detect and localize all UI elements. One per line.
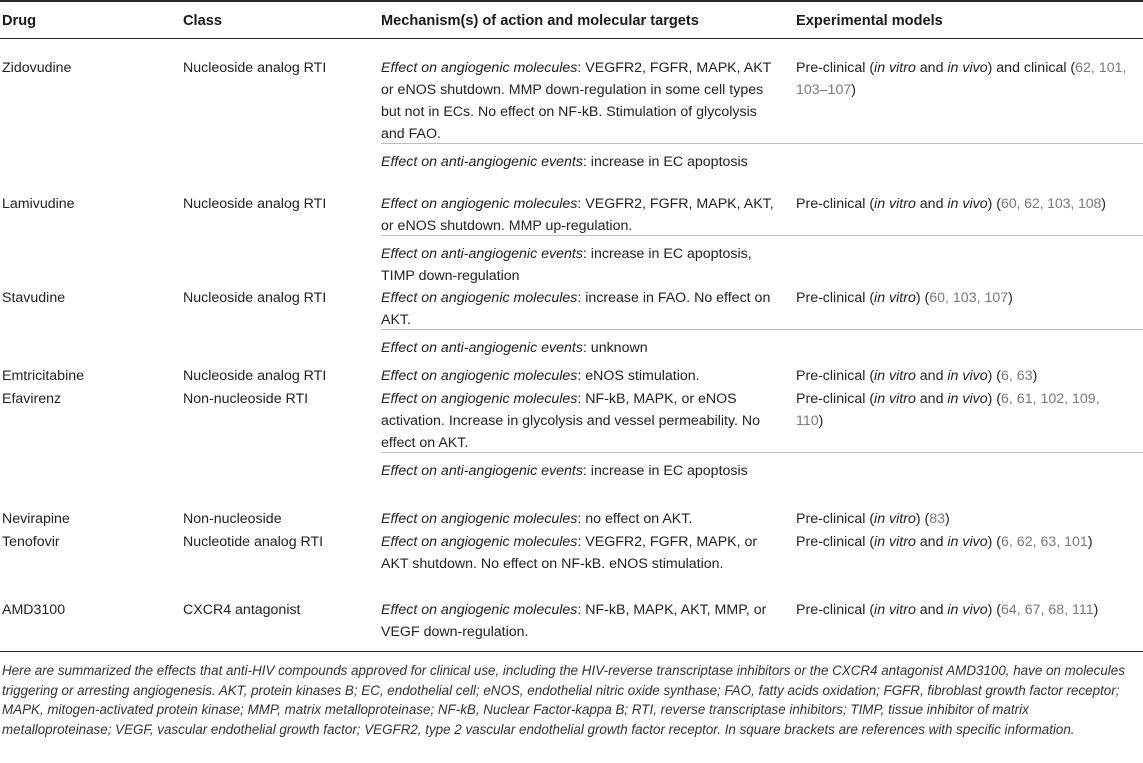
effect-label: Effect on anti-angiogenic events xyxy=(381,246,583,262)
models-text: ) ( xyxy=(987,391,1002,407)
models-italic: in vivo xyxy=(947,196,988,212)
effect-text: : eNOS stimulation. xyxy=(577,368,700,384)
models-text: ) ( xyxy=(987,534,1002,550)
models-italic: in vitro xyxy=(874,60,916,76)
models-text: ) ( xyxy=(987,196,1002,212)
effect-label: Effect on angiogenic molecules xyxy=(381,60,578,76)
models-text: Pre-clinical ( xyxy=(796,511,875,527)
effect-label: Effect on angiogenic molecules xyxy=(381,534,578,550)
table-bottom-rule xyxy=(0,651,1143,652)
models-text: ) and clinical ( xyxy=(987,60,1076,76)
mechanism-cell xyxy=(381,57,781,173)
reference-links[interactable]: 6, 62, 63, 101 xyxy=(1001,534,1088,550)
models-text: Pre-clinical ( xyxy=(796,368,875,384)
drug-name: Nevirapine xyxy=(2,511,70,527)
header-rule xyxy=(0,38,1143,39)
mechanism-item xyxy=(381,57,781,145)
experimental-models-cell xyxy=(796,531,1142,553)
mechanism-separator xyxy=(381,235,1143,236)
models-italic: in vivo xyxy=(947,534,988,550)
mechanism-item xyxy=(381,337,781,359)
drug-name: Stavudine xyxy=(2,290,66,306)
effect-text: : unknown xyxy=(582,340,648,356)
models-text: ) xyxy=(1101,196,1106,212)
effect-text: : VEGFR2, FGFR, MAPK, or AKT shutdown. No effect on NF-kB. eNOS stimulation. xyxy=(381,534,758,572)
drug-name: Lamivudine xyxy=(2,196,75,212)
models-text: and xyxy=(915,391,948,407)
reference-links[interactable]: 60, 103, 107 xyxy=(929,290,1009,306)
effect-label: Effect on angiogenic molecules xyxy=(381,511,578,527)
effect-text: : increase in EC apoptosis xyxy=(582,154,748,170)
header-drug: Drug xyxy=(2,13,37,29)
mechanism-item xyxy=(381,599,781,643)
effect-label: Effect on angiogenic molecules xyxy=(381,391,578,407)
models-text: Pre-clinical ( xyxy=(796,196,875,212)
models-text: Pre-clinical ( xyxy=(796,602,875,618)
models-text: Pre-clinical ( xyxy=(796,60,875,76)
reference-links[interactable]: 6, 63 xyxy=(1001,368,1033,384)
drug-name: Efavirenz xyxy=(2,391,62,407)
effect-text: : VEGFR2, FGFR, MAPK, AKT or eNOS shutdown. MMP down-regulation in some cell types but not in ECs. No effect on NF-kB. Stimulation of glycolysis and FAO. xyxy=(381,60,772,142)
experimental-models-cell xyxy=(796,287,1141,309)
mechanism-item xyxy=(381,365,781,387)
models-italic: in vivo xyxy=(947,60,988,76)
models-text: and xyxy=(915,196,948,212)
effect-text: : increase in FAO. No effect on AKT. xyxy=(381,290,771,328)
experimental-models-cell xyxy=(796,193,1142,215)
models-text: ) xyxy=(1093,602,1099,618)
table-footnote: Here are summarized the effects that anti-HIV compounds approved for clinical use, including the HIV-reverse transcriptase inhibitors or the CXCR4 antagonist AMD3100, have on molecules triggering or arresting angiogenesis. AKT, protein kinases B; EC, endothelial cell; eNOS, endothelial nitric oxide synthase; FAO, fatty acids oxidation; FGFR, fibroblast growth factor receptor; MAPK, mitogen-activated protein kinase; MMP, matrix metalloproteinase; NF-kB, Nuclear Factor-kappa B; RTI, reverse transcriptase inhibitors; TIMP, tissue inhibitor of matrix metalloproteinase; VEGF, vascular endothelial growth factor; VEGFR2, type 2 vascular endothelial growth factor receptor. In square brackets are references with specific information. xyxy=(2,663,1125,737)
models-italic: in vitro xyxy=(874,391,916,407)
mechanism-cell xyxy=(381,365,781,387)
mechanism-item xyxy=(381,151,781,173)
mechanism-separator xyxy=(381,452,1143,453)
effect-text: : NF-kB, MAPK, or eNOS activation. Increase in glycolysis and vessel permeability. No effect on AKT. xyxy=(381,391,761,451)
mechanism-cell xyxy=(381,193,781,287)
mechanism-cell xyxy=(381,287,781,359)
drug-class: CXCR4 antagonist xyxy=(183,602,301,618)
mechanism-item xyxy=(381,531,781,575)
drug-class: Nucleotide analog RTI xyxy=(183,534,324,550)
mechanism-separator xyxy=(381,143,1143,144)
mechanism-cell xyxy=(381,388,781,482)
mechanism-item xyxy=(381,388,781,454)
effect-label: Effect on anti-angiogenic events xyxy=(381,463,583,479)
models-text: ) ( xyxy=(987,602,1002,618)
models-text: ) xyxy=(1008,290,1013,306)
drug-name: Emtricitabine xyxy=(2,368,85,384)
table-top-rule xyxy=(0,0,1143,2)
effect-label: Effect on angiogenic molecules xyxy=(381,196,578,212)
header-experimental-models: Experimental models xyxy=(796,13,943,29)
reference-links[interactable]: 62, 101, 103–107 xyxy=(796,60,1127,98)
effect-label: Effect on angiogenic molecules xyxy=(381,602,578,618)
reference-links[interactable]: 60, 62, 103, 108 xyxy=(1001,196,1102,212)
experimental-models-cell xyxy=(796,599,1142,621)
drug-class: Nucleoside analog RTI xyxy=(183,368,327,384)
header-mechanism: Mechanism(s) of action and molecular targets xyxy=(381,13,699,29)
effect-text: : NF-kB, MAPK, AKT, MMP, or VEGF down-regulation. xyxy=(381,602,767,640)
reference-links[interactable]: 6, 61, 102, 109, 110 xyxy=(796,391,1100,429)
header-class: Class xyxy=(183,13,222,29)
effect-label: Effect on anti-angiogenic events xyxy=(381,154,583,170)
models-italic: in vitro xyxy=(874,602,916,618)
drug-class: Nucleoside analog RTI xyxy=(183,60,327,76)
models-text: ) xyxy=(1087,534,1093,550)
effect-text: : VEGFR2, FGFR, MAPK, AKT, or eNOS shutdown. MMP up-regulation. xyxy=(381,196,774,234)
drug-class: Non-nucleoside RTI xyxy=(183,391,309,407)
drug-class: Nucleoside analog RTI xyxy=(183,196,327,212)
models-text: ) ( xyxy=(987,368,1002,384)
models-text: Pre-clinical ( xyxy=(796,391,875,407)
mechanism-item xyxy=(381,193,781,237)
reference-links[interactable]: 83 xyxy=(929,511,946,527)
models-italic: in vitro xyxy=(874,368,916,384)
mechanism-cell xyxy=(381,508,781,530)
drug-name: Zidovudine xyxy=(2,60,72,76)
models-text: and xyxy=(915,368,948,384)
effect-text: : increase in EC apoptosis, TIMP down-regulation xyxy=(381,246,752,284)
mechanism-item xyxy=(381,243,781,287)
experimental-models-cell xyxy=(796,388,1126,432)
mechanism-item xyxy=(381,460,781,482)
drug-class: Non-nucleoside xyxy=(183,511,282,527)
drug-name: Tenofovir xyxy=(2,534,60,550)
models-text: ) xyxy=(851,82,856,98)
experimental-models-cell xyxy=(796,365,1141,387)
mechanism-item xyxy=(381,287,781,331)
models-text: ) ( xyxy=(915,511,930,527)
mechanism-separator xyxy=(381,329,1143,330)
models-italic: in vitro xyxy=(874,511,916,527)
reference-links[interactable]: 64, 67, 68, 111 xyxy=(1001,602,1094,618)
effect-label: Effect on anti-angiogenic events xyxy=(381,340,583,356)
models-text: Pre-clinical ( xyxy=(796,534,875,550)
models-text: and xyxy=(915,60,948,76)
models-italic: in vitro xyxy=(874,196,916,212)
models-text: ) xyxy=(1032,368,1038,384)
models-text: Pre-clinical ( xyxy=(796,290,875,306)
effect-text: : no effect on AKT. xyxy=(577,511,693,527)
models-text: ) xyxy=(818,413,824,429)
mechanism-item xyxy=(381,508,781,530)
experimental-models-cell xyxy=(796,508,1141,530)
models-italic: in vitro xyxy=(874,534,916,550)
models-italic: in vitro xyxy=(874,290,916,306)
models-text: ) xyxy=(945,511,950,527)
drug-class: Nucleoside analog RTI xyxy=(183,290,327,306)
experimental-models-cell xyxy=(796,57,1141,101)
models-text: and xyxy=(915,602,948,618)
mechanism-cell xyxy=(381,531,781,575)
drug-name: AMD3100 xyxy=(2,602,66,618)
models-italic: in vivo xyxy=(947,602,988,618)
mechanism-cell xyxy=(381,599,781,643)
effect-label: Effect on angiogenic molecules xyxy=(381,290,578,306)
models-text: ) ( xyxy=(915,290,930,306)
effect-text: : increase in EC apoptosis xyxy=(582,463,748,479)
effect-label: Effect on angiogenic molecules xyxy=(381,368,578,384)
models-text: and xyxy=(915,534,948,550)
models-italic: in vivo xyxy=(947,368,988,384)
models-italic: in vivo xyxy=(947,391,988,407)
